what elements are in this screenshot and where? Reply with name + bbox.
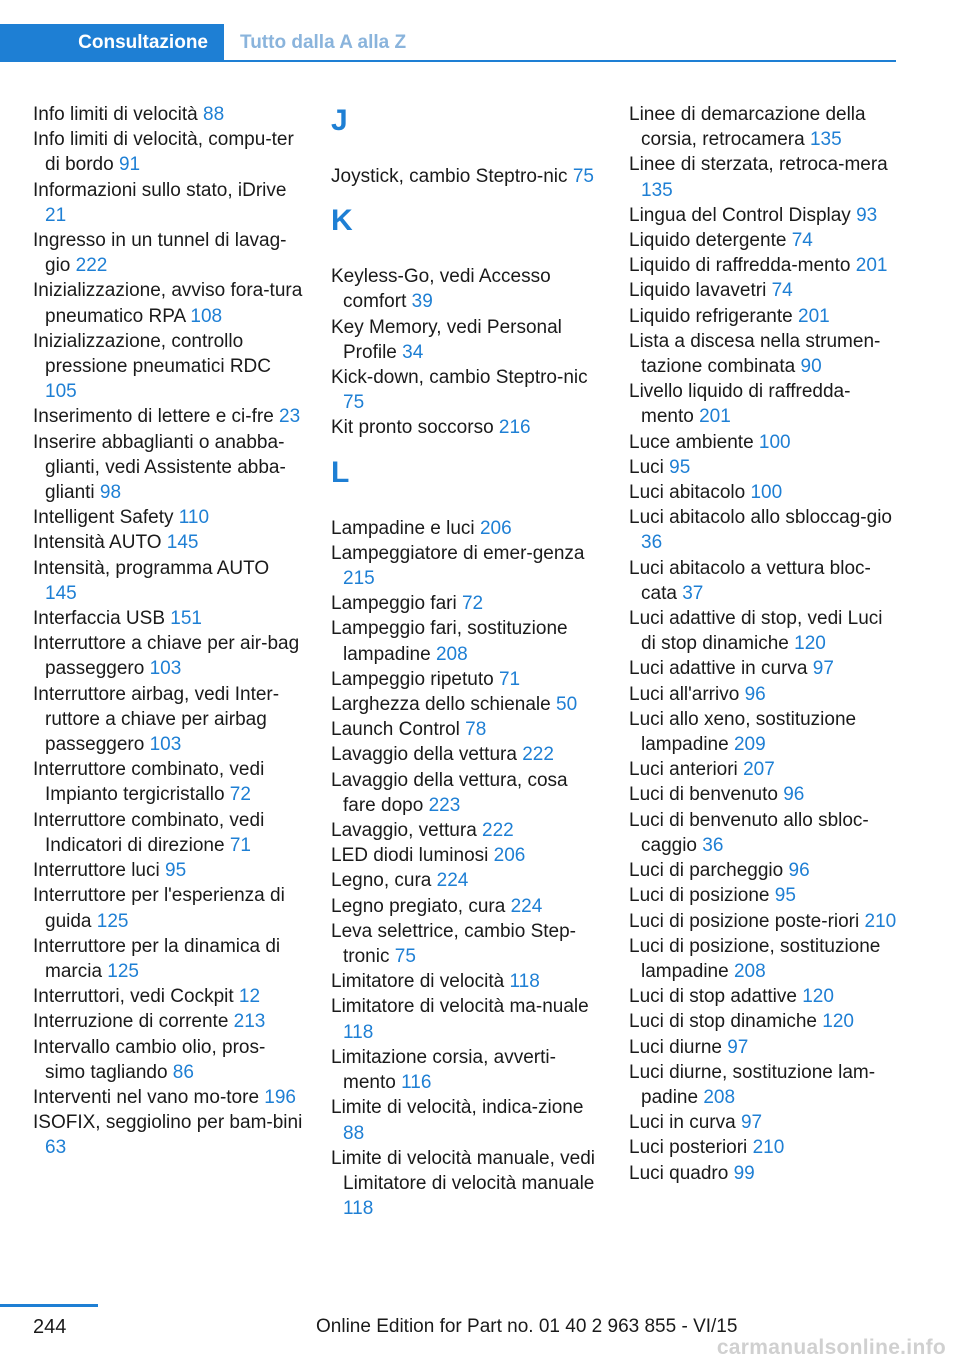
index-entry-text: Luci di posizione, sostituzione lampadine bbox=[629, 935, 881, 982]
index-entry bbox=[33, 505, 305, 530]
index-entry bbox=[629, 152, 897, 202]
page-reference-link[interactable]: 21 bbox=[45, 204, 67, 226]
page-reference-link[interactable]: 93 bbox=[856, 204, 878, 226]
index-entry bbox=[629, 883, 897, 908]
index-entry-text: Lampeggio fari bbox=[331, 593, 462, 615]
index-entry bbox=[331, 164, 603, 189]
index-entry-text: Intensità AUTO bbox=[33, 532, 167, 554]
index-entry bbox=[629, 253, 897, 278]
page-reference-link[interactable]: 88 bbox=[203, 104, 225, 125]
index-entry-text: Limitatore di velocità ma-nuale bbox=[331, 996, 589, 1018]
index-entry-text: Lingua del Control Display bbox=[629, 204, 857, 226]
index-entry bbox=[629, 656, 897, 681]
page-reference-link[interactable]: 96 bbox=[744, 683, 766, 705]
page-reference-link[interactable]: 103 bbox=[149, 658, 182, 680]
index-entry-text: Kick-down, cambio Steptro-nic bbox=[331, 367, 588, 389]
index-entry-text: Lampeggiatore di emer-genza bbox=[331, 542, 585, 564]
index-entry bbox=[629, 102, 897, 152]
index-entry bbox=[33, 858, 305, 883]
page-reference-link[interactable]: 72 bbox=[461, 593, 484, 615]
index-entry-text: Luci di benvenuto allo sbloc-caggio bbox=[629, 809, 869, 856]
index-entry bbox=[629, 858, 897, 883]
index-entry bbox=[33, 757, 305, 807]
index-entry bbox=[33, 631, 305, 681]
page-reference-link[interactable]: 145 bbox=[166, 532, 199, 554]
page-reference-link[interactable]: 196 bbox=[264, 1086, 296, 1108]
tab-consultazione[interactable]: Consultazione bbox=[0, 24, 224, 62]
page-header bbox=[0, 0, 960, 62]
page-reference-link[interactable]: 37 bbox=[682, 582, 704, 604]
page-reference-link[interactable]: 90 bbox=[800, 356, 822, 378]
page-reference-link[interactable]: 63 bbox=[45, 1137, 67, 1159]
index-entry bbox=[629, 606, 897, 656]
page-reference-link[interactable]: 97 bbox=[812, 658, 834, 680]
index-entry bbox=[331, 365, 603, 415]
index-entry-text: Key Memory, vedi Personal Profile bbox=[331, 316, 562, 363]
page-reference-link[interactable]: 72 bbox=[229, 784, 251, 806]
index-entry bbox=[331, 541, 603, 591]
page-reference-link[interactable]: 12 bbox=[238, 986, 261, 1008]
index-entry-text: Linee di sterzata, retroca-mera bbox=[629, 154, 888, 176]
index-entry-text: Liquido refrigerante bbox=[629, 305, 798, 327]
index-entry bbox=[629, 909, 897, 934]
index-entry-text: Luci abitacolo allo sbloccag-gio bbox=[629, 507, 892, 529]
section-letter-j: J bbox=[331, 104, 348, 137]
index-entry-text: Legno, cura bbox=[331, 870, 437, 892]
index-entry bbox=[33, 556, 305, 606]
page-reference-link[interactable]: 207 bbox=[743, 759, 775, 781]
index-entry-text: Luci bbox=[629, 456, 670, 478]
index-entry bbox=[629, 556, 897, 606]
page-reference-link[interactable]: 116 bbox=[401, 1072, 432, 1094]
page-reference-link[interactable]: 23 bbox=[279, 406, 301, 428]
index-entry-text: Lavaggio della vettura, cosa fare dopo bbox=[331, 769, 568, 816]
page-reference-link[interactable]: 120 bbox=[802, 986, 834, 1008]
page-reference-link[interactable]: 100 bbox=[758, 431, 791, 453]
index-entry bbox=[33, 606, 305, 631]
index-list-l-continued bbox=[629, 102, 897, 1186]
page-reference-link[interactable]: 95 bbox=[165, 860, 187, 882]
index-entry-text: Ingresso in un tunnel di lavag-gio bbox=[33, 230, 287, 277]
index-entry-text: Inserimento di lettere e ci-fre bbox=[33, 406, 280, 428]
index-entry-text: Luci di posizione bbox=[629, 885, 775, 907]
page-reference-link[interactable]: 110 bbox=[178, 507, 210, 529]
index-entry-text: Interruzione di corrente bbox=[33, 1011, 234, 1033]
index-entry bbox=[331, 717, 603, 742]
index-entry-text: Luce ambiente bbox=[629, 431, 759, 453]
index-entry bbox=[331, 768, 603, 818]
page-number: 244 bbox=[33, 1316, 67, 1338]
section-letter-l: L bbox=[331, 455, 350, 489]
index-entry-text: Legno pregiato, cura bbox=[331, 895, 511, 917]
index-entry-text: Interventi nel vano mo-tore bbox=[33, 1086, 265, 1108]
page-reference-link[interactable]: 208 bbox=[733, 960, 766, 982]
index-entry bbox=[33, 178, 305, 228]
index-entry-text: Luci di stop dinamiche bbox=[629, 1011, 823, 1033]
page-reference-link[interactable]: 71 bbox=[229, 834, 251, 856]
index-entry bbox=[33, 1009, 305, 1034]
index-list-l bbox=[331, 516, 603, 1222]
page-reference-link[interactable]: 105 bbox=[45, 381, 77, 403]
index-entry bbox=[33, 1110, 305, 1160]
index-entry-text: Limite di velocità, indica-zione bbox=[331, 1097, 584, 1119]
index-entry bbox=[33, 934, 305, 984]
index-entry bbox=[33, 127, 305, 177]
header-divider bbox=[224, 60, 896, 62]
index-entry bbox=[629, 984, 897, 1009]
page-reference-link[interactable]: 201 bbox=[699, 406, 731, 428]
index-entry-text: Joystick, cambio Steptro-nic bbox=[331, 166, 573, 187]
page-reference-link[interactable]: 210 bbox=[752, 1137, 785, 1159]
index-entry bbox=[33, 1035, 305, 1085]
index-entry-text: Keyless-Go, vedi Accesso comfort bbox=[331, 266, 551, 313]
index-entry bbox=[331, 1146, 603, 1222]
index-entry bbox=[629, 1135, 897, 1160]
page-reference-link[interactable]: 216 bbox=[498, 417, 531, 439]
page-reference-link[interactable]: 75 bbox=[343, 392, 365, 414]
index-entry bbox=[331, 415, 603, 440]
page-reference-link[interactable]: 97 bbox=[727, 1036, 749, 1058]
page-reference-link[interactable]: 34 bbox=[402, 341, 424, 363]
page-reference-link[interactable]: 36 bbox=[702, 834, 724, 856]
index-entry bbox=[33, 430, 305, 506]
page-reference-link[interactable]: 88 bbox=[343, 1122, 365, 1144]
index-entry bbox=[33, 984, 305, 1009]
index-entry-text: Luci anteriori bbox=[629, 759, 744, 781]
page-reference-link[interactable]: 103 bbox=[149, 734, 182, 756]
page-reference-link[interactable]: 36 bbox=[641, 532, 663, 554]
page-reference-link[interactable]: 222 bbox=[482, 820, 514, 842]
page-reference-link[interactable]: 50 bbox=[556, 694, 578, 716]
index-entry bbox=[33, 808, 305, 858]
index-entry-text: Lampeggio fari, sostituzione lampadine bbox=[331, 618, 568, 665]
page-reference-link[interactable]: 125 bbox=[96, 910, 129, 932]
page-reference-link[interactable]: 135 bbox=[809, 129, 842, 151]
index-entry bbox=[331, 591, 603, 616]
index-entry bbox=[629, 304, 897, 329]
page-reference-link[interactable]: 208 bbox=[435, 643, 468, 665]
index-entry bbox=[629, 329, 897, 379]
index-entry-text: Luci di posizione poste-riori bbox=[629, 910, 865, 932]
index-entry bbox=[331, 667, 603, 692]
section-letter-k: K bbox=[331, 204, 353, 238]
index-entry-text: Lampadine e luci bbox=[331, 517, 480, 539]
index-entry-text: Interruttore a chiave per air-bag passeggero bbox=[33, 633, 300, 680]
page-reference-link[interactable]: 224 bbox=[436, 870, 469, 892]
page-reference-link[interactable]: 71 bbox=[498, 668, 521, 690]
index-entry-text: Interruttore combinato, vedi Impianto tergicristallo bbox=[33, 759, 265, 806]
index-entry bbox=[629, 480, 897, 505]
edition-note: Online Edition for Part no. 01 40 2 963 855 - VI/15 bbox=[316, 1316, 738, 1337]
index-entry bbox=[331, 616, 603, 666]
index-entry-text: Limitatore di velocità bbox=[331, 971, 510, 993]
index-entry bbox=[629, 1110, 897, 1135]
index-entry bbox=[331, 264, 603, 314]
index-entry-text: Luci di stop adattive bbox=[629, 986, 803, 1008]
page-reference-link[interactable]: 86 bbox=[172, 1061, 194, 1083]
page-reference-link[interactable]: 118 bbox=[343, 1021, 374, 1043]
page-reference-link[interactable]: 118 bbox=[509, 971, 540, 993]
index-entry-text: Leva selettrice, cambio Step-tronic bbox=[331, 920, 577, 968]
page-reference-link[interactable]: 223 bbox=[428, 794, 461, 816]
index-entry-text: Lista a discesa nella strumen-tazione combinata bbox=[629, 330, 881, 378]
page-reference-link[interactable]: 96 bbox=[783, 784, 805, 806]
index-entry-text: Launch Control bbox=[331, 719, 466, 741]
index-column-1 bbox=[33, 102, 305, 1161]
index-entry-text: Livello liquido di raffredda-mento bbox=[629, 381, 851, 428]
page-reference-link[interactable]: 215 bbox=[343, 568, 375, 590]
page-reference-link[interactable]: 135 bbox=[641, 179, 673, 201]
index-entry bbox=[331, 692, 603, 717]
index-entry-text: Luci adattive in curva bbox=[629, 658, 813, 680]
index-entry bbox=[629, 1161, 897, 1186]
index-entry bbox=[629, 1060, 897, 1110]
index-entry bbox=[629, 782, 897, 807]
page-reference-link[interactable]: 213 bbox=[233, 1011, 266, 1033]
index-entry bbox=[331, 919, 603, 969]
page-reference-link[interactable]: 98 bbox=[99, 482, 122, 504]
page-reference-link[interactable]: 75 bbox=[572, 166, 594, 187]
page-reference-link[interactable]: 206 bbox=[493, 845, 526, 867]
index-entry bbox=[33, 682, 305, 758]
index-entry-text: ISOFIX, seggiolino per bam-bini bbox=[33, 1112, 303, 1134]
page-reference-link[interactable]: 208 bbox=[703, 1086, 736, 1108]
page-reference-link[interactable]: 78 bbox=[465, 719, 487, 741]
index-entry-text: LED diodi luminosi bbox=[331, 845, 494, 867]
page-reference-link[interactable]: 210 bbox=[864, 910, 897, 932]
index-entry-text: Interruttore airbag, vedi Inter-ruttore a chiave per airbag passeggero bbox=[33, 683, 280, 756]
page-reference-link[interactable]: 120 bbox=[794, 633, 826, 655]
index-entry-text: Info limiti di velocità, compu-ter di bordo bbox=[33, 129, 294, 176]
index-entry-text: Interruttori, vedi Cockpit bbox=[33, 986, 239, 1008]
page-number-bar bbox=[0, 1304, 98, 1307]
index-entry-text: Luci posteriori bbox=[629, 1137, 753, 1159]
index-entry-text: Liquido lavavetri bbox=[629, 280, 772, 302]
page-reference-link[interactable]: 222 bbox=[75, 255, 108, 277]
page-reference-link[interactable]: 74 bbox=[771, 280, 793, 302]
page-reference-link[interactable]: 95 bbox=[669, 456, 691, 478]
index-entry bbox=[33, 1085, 305, 1110]
index-entry-text: Luci diurne bbox=[629, 1036, 728, 1058]
index-entry-text: Intervallo cambio olio, pros-simo tagliando bbox=[33, 1036, 266, 1083]
index-entry bbox=[629, 430, 897, 455]
index-entry-text: Interruttore per l'esperienza di guida bbox=[33, 885, 285, 932]
index-entry-text: Lavaggio, vettura bbox=[331, 820, 483, 842]
page-reference-link[interactable]: 145 bbox=[45, 582, 77, 604]
page-reference-link[interactable]: 91 bbox=[118, 154, 141, 176]
page-reference-link[interactable]: 120 bbox=[822, 1011, 854, 1033]
index-entry-text: Inizializzazione, controllo pressione pneumatici RDC bbox=[33, 330, 271, 378]
index-entry bbox=[33, 278, 305, 328]
index-entry-text: Limitazione corsia, avverti-mento bbox=[331, 1046, 556, 1094]
index-entry-text: Luci abitacolo bbox=[629, 482, 751, 504]
page-reference-link[interactable]: 39 bbox=[411, 291, 433, 313]
index-entry bbox=[331, 315, 603, 365]
index-entry-text: Luci quadro bbox=[629, 1162, 734, 1184]
index-list-k bbox=[331, 264, 603, 440]
index-entry-text: Luci allo xeno, sostituzione lampadine bbox=[629, 708, 857, 756]
index-entry bbox=[331, 894, 603, 919]
index-entry bbox=[629, 934, 897, 984]
index-entry-text: Limite di velocità manuale, vedi Limitatore di velocità manuale bbox=[331, 1147, 596, 1194]
index-entry-text: Larghezza dello schienale bbox=[331, 694, 556, 716]
index-entry-text: Lampeggio ripetuto bbox=[331, 668, 499, 690]
index-entry bbox=[629, 808, 897, 858]
index-entry-text: Luci di parcheggio bbox=[629, 860, 789, 882]
page-reference-link[interactable]: 74 bbox=[791, 230, 813, 252]
index-entry bbox=[629, 707, 897, 757]
index-entry-text: Luci di benvenuto bbox=[629, 784, 784, 806]
index-entry-text: Interfaccia USB bbox=[33, 608, 171, 630]
index-entry bbox=[331, 742, 603, 767]
index-list-j bbox=[331, 164, 603, 189]
index-entry bbox=[629, 682, 897, 707]
page-reference-link[interactable]: 201 bbox=[855, 255, 888, 277]
page-reference-link[interactable]: 96 bbox=[788, 860, 810, 882]
index-entry-text: Inizializzazione, avviso fora-tura pneumatico RPA bbox=[33, 280, 303, 327]
index-entry bbox=[331, 969, 603, 994]
index-column-3 bbox=[629, 102, 897, 1186]
index-entry bbox=[33, 530, 305, 555]
index-entry bbox=[33, 883, 305, 933]
page-reference-link[interactable]: 224 bbox=[510, 895, 543, 917]
index-entry bbox=[33, 404, 305, 429]
page-reference-link[interactable]: 151 bbox=[170, 608, 202, 630]
page-reference-link[interactable]: 222 bbox=[522, 744, 554, 766]
index-entry-text: Info limiti di velocità bbox=[33, 104, 204, 125]
index-entry bbox=[629, 505, 897, 555]
index-entry bbox=[629, 203, 897, 228]
page-reference-link[interactable]: 100 bbox=[750, 482, 783, 504]
watermark: carmanualsonline.info bbox=[716, 1336, 946, 1359]
index-entry-text: Luci abitacolo a vettura bloc-cata bbox=[629, 557, 871, 604]
index-entry bbox=[629, 228, 897, 253]
index-entry bbox=[331, 818, 603, 843]
index-entry-text: Luci adattive di stop, vedi Luci di stop dinamiche bbox=[629, 608, 883, 655]
index-entry-text: Intelligent Safety bbox=[33, 507, 179, 529]
index-entry-text: Luci in curva bbox=[629, 1112, 741, 1134]
index-entry-text: Interruttore combinato, vedi Indicatori di direzione bbox=[33, 809, 265, 856]
index-entry-text: Luci diurne, sostituzione lam-padine bbox=[629, 1061, 876, 1108]
index-entry-text: Inserire abbaglianti o anabba-glianti, vedi Assistente abba-glianti bbox=[33, 431, 286, 504]
page-reference-link[interactable]: 97 bbox=[740, 1112, 763, 1134]
index-entry bbox=[33, 228, 305, 278]
page-reference-link[interactable]: 95 bbox=[774, 885, 796, 907]
index-entry bbox=[331, 994, 603, 1044]
index-entry-text: Informazioni sullo stato, iDrive bbox=[33, 179, 287, 201]
index-entry bbox=[331, 843, 603, 868]
index-entry bbox=[331, 1095, 603, 1145]
index-entry bbox=[629, 1009, 897, 1034]
page-reference-link[interactable]: 118 bbox=[343, 1198, 374, 1220]
index-entry bbox=[629, 278, 897, 303]
index-entry bbox=[33, 329, 305, 405]
index-entry-text: Intensità, programma AUTO bbox=[33, 557, 270, 579]
page-reference-link[interactable]: 125 bbox=[107, 960, 139, 982]
index-column-2 bbox=[331, 102, 603, 1221]
page-reference-link[interactable]: 99 bbox=[733, 1162, 755, 1184]
page-reference-link[interactable]: 75 bbox=[394, 946, 416, 968]
index-entry-text: Liquido di raffredda-mento bbox=[629, 255, 856, 277]
index-entry bbox=[629, 757, 897, 782]
index-entry bbox=[331, 868, 603, 893]
page-reference-link[interactable]: 201 bbox=[798, 305, 830, 327]
index-list-i bbox=[33, 102, 305, 1161]
index-entry bbox=[33, 102, 305, 127]
index-entry-text: Linee di demarcazione della corsia, retrocamera bbox=[629, 104, 866, 151]
index-entry-text: Lavaggio della vettura bbox=[331, 744, 523, 766]
index-entry bbox=[629, 379, 897, 429]
page-reference-link[interactable]: 206 bbox=[479, 517, 512, 539]
page-reference-link[interactable]: 209 bbox=[733, 734, 766, 756]
index-entry-text: Kit pronto soccorso bbox=[331, 417, 499, 439]
page-reference-link[interactable]: 108 bbox=[190, 305, 223, 327]
index-entry-text: Luci all'arrivo bbox=[629, 683, 745, 705]
index-entry bbox=[629, 455, 897, 480]
index-entry-text: Liquido detergente bbox=[629, 230, 792, 252]
index-entry bbox=[331, 516, 603, 541]
index-entry-text: Interruttore per la dinamica di marcia bbox=[33, 935, 281, 982]
index-entry-text: Interruttore luci bbox=[33, 860, 165, 882]
index-entry bbox=[331, 1045, 603, 1095]
tab-tutto-dalla-a-alla-z[interactable]: Tutto dalla A alla Z bbox=[240, 32, 407, 53]
index-entry bbox=[629, 1035, 897, 1060]
